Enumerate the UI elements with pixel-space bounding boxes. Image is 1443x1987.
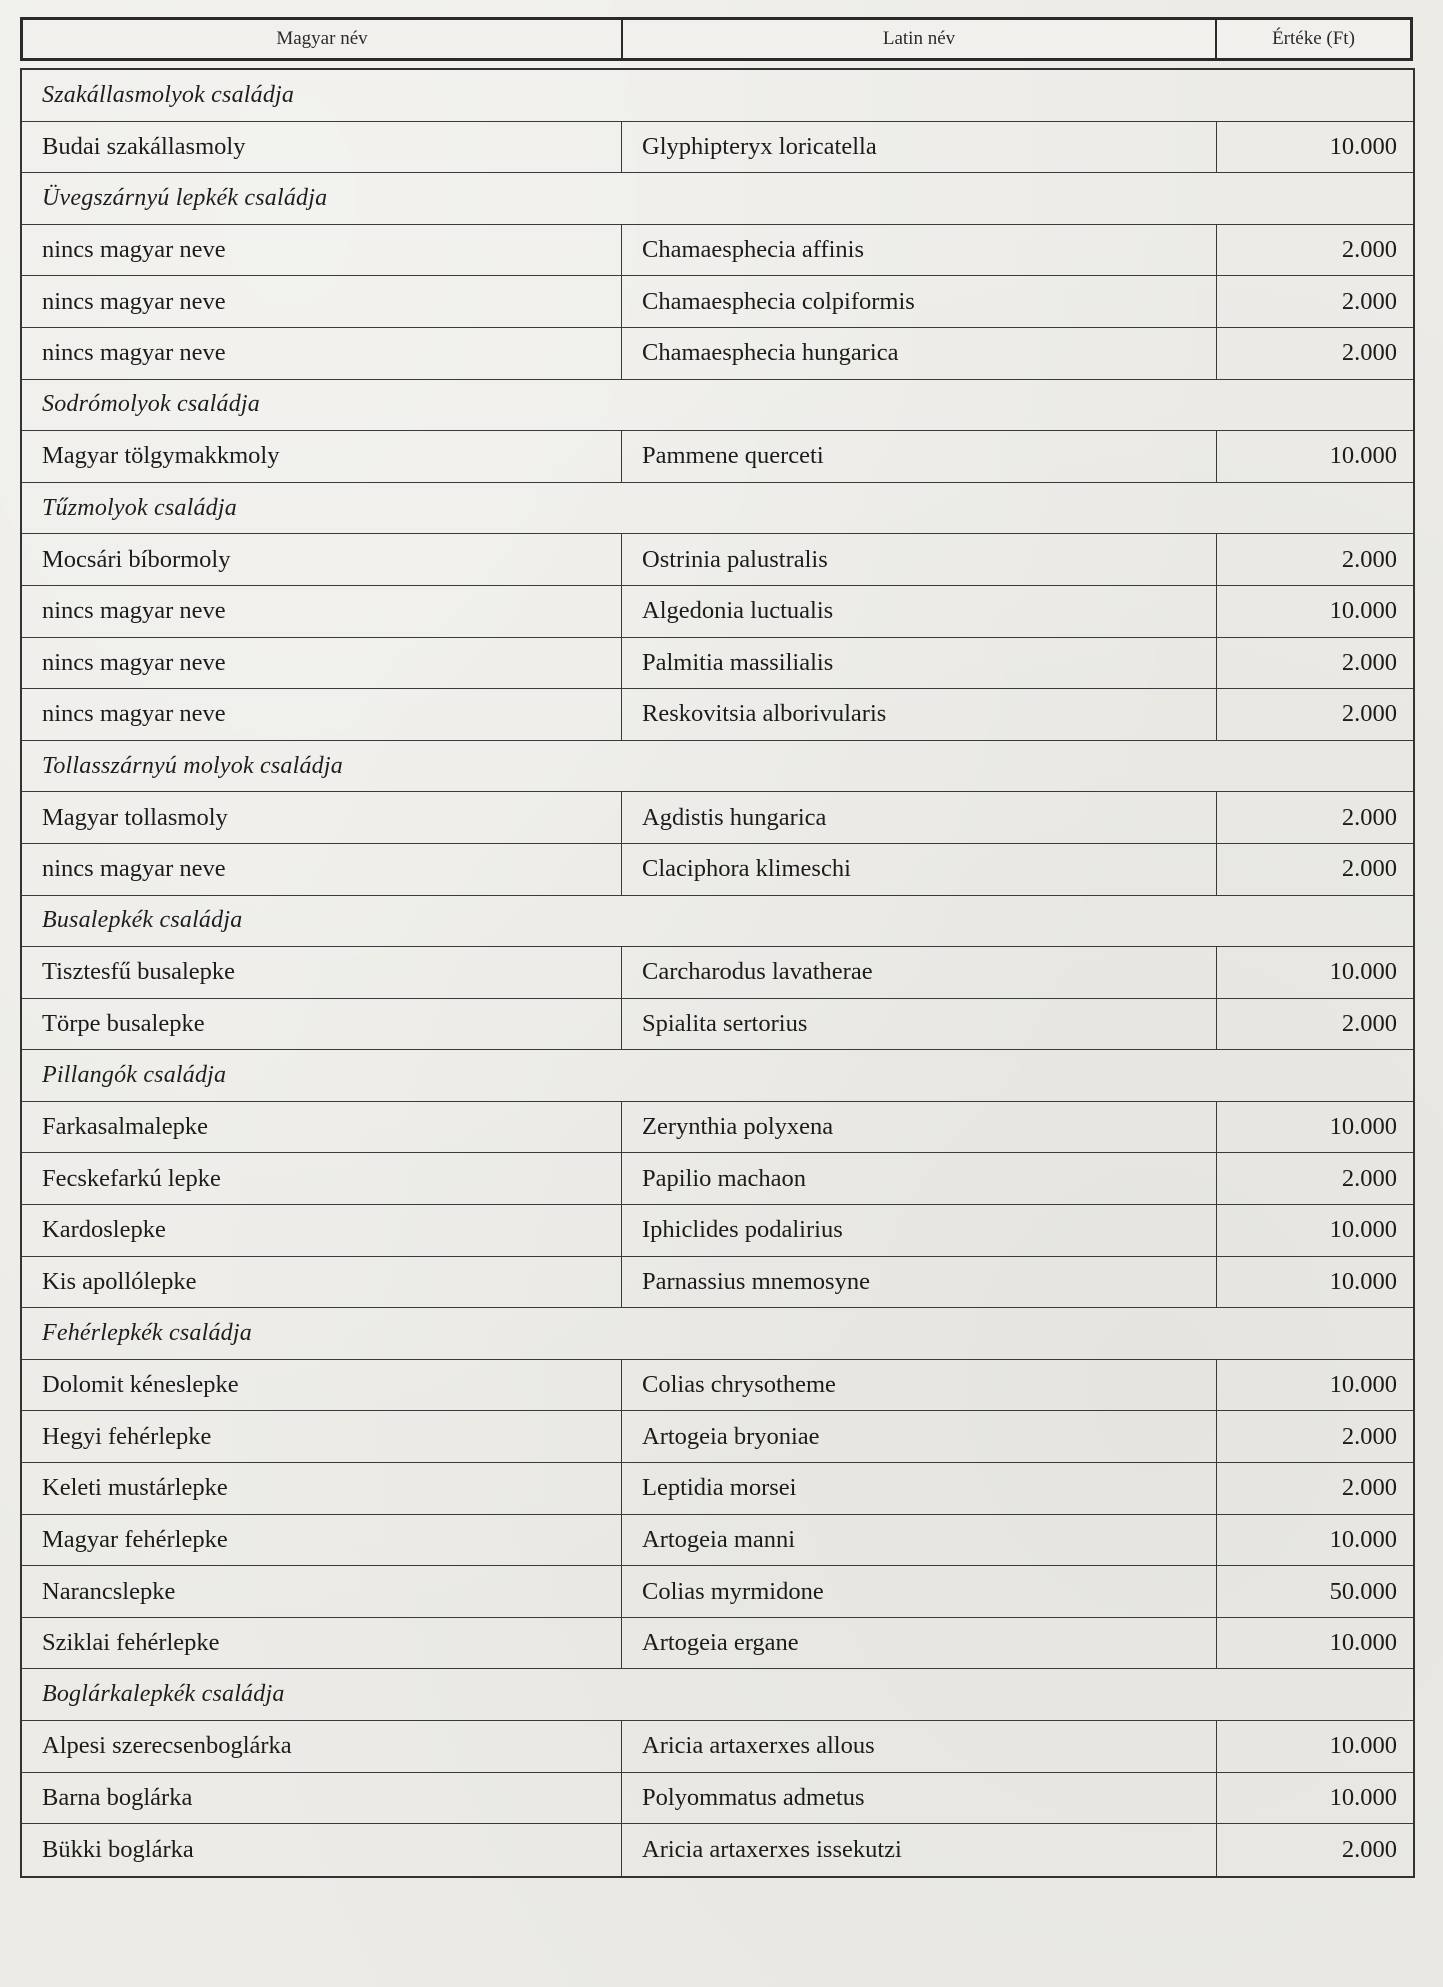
family-label: Pillangók családja <box>42 1062 227 1089</box>
family-row <box>22 380 1413 432</box>
latin-name-cell: Artogeia ergane <box>622 1618 1217 1669</box>
table-row <box>22 122 1413 174</box>
value-cell: 2.000 <box>1341 1009 1397 1037</box>
hungarian-name-cell: Magyar tollasmoly <box>22 792 622 843</box>
latin-name-cell: Glyphipteryx loricatella <box>622 122 1217 173</box>
table-row <box>22 1721 1413 1773</box>
table-row <box>22 1205 1413 1257</box>
family-row <box>22 1050 1413 1102</box>
family-label: Üvegszárnyú lepkék családja <box>42 184 328 211</box>
latin-name-cell: Carcharodus lavatherae <box>622 947 1217 998</box>
latin-name-cell: Ostrinia palustralis <box>622 534 1217 585</box>
latin-name-cell: Aricia artaxerxes allous <box>622 1721 1217 1772</box>
family-row <box>22 1669 1413 1721</box>
table-row <box>22 586 1413 638</box>
hungarian-name-cell: Törpe busalepke <box>22 999 622 1050</box>
latin-name-cell: Artogeia bryoniae <box>622 1411 1217 1462</box>
table-row <box>22 1824 1413 1876</box>
hungarian-name-cell: nincs magyar neve <box>22 638 622 689</box>
family-row <box>22 483 1413 535</box>
latin-name-cell: Artogeia manni <box>622 1515 1217 1566</box>
family-label: Tűzmolyok családja <box>42 494 237 521</box>
hungarian-name-cell: Bükki boglárka <box>22 1824 622 1876</box>
hungarian-name-cell: nincs magyar neve <box>22 844 622 895</box>
hungarian-name-cell: Tisztesfű busalepke <box>22 947 622 998</box>
table-row <box>22 689 1413 741</box>
hungarian-name-cell: Farkasalmalepke <box>22 1102 622 1153</box>
table-row <box>22 1773 1413 1825</box>
value-cell: 2.000 <box>1341 1422 1397 1450</box>
family-row <box>22 741 1413 793</box>
family-label: Fehérlepkék családja <box>42 1320 252 1347</box>
hungarian-name-cell: Barna boglárka <box>22 1773 622 1824</box>
header-hungarian-name: Magyar név <box>23 20 623 58</box>
value-cell: 2.000 <box>1341 648 1397 676</box>
latin-name-cell: Reskovitsia alborivularis <box>622 689 1217 740</box>
table-row <box>22 1360 1413 1412</box>
value-cell: 10.000 <box>1329 958 1397 986</box>
latin-name-cell: Chamaesphecia affinis <box>622 225 1217 276</box>
value-cell: 10.000 <box>1329 1525 1397 1553</box>
value-cell: 10.000 <box>1329 442 1397 470</box>
latin-name-cell: Leptidia morsei <box>622 1463 1217 1514</box>
latin-name-cell: Claciphora klimeschi <box>622 844 1217 895</box>
hungarian-name-cell: Kis apollólepke <box>22 1257 622 1308</box>
latin-name-cell: Spialita sertorius <box>622 999 1217 1050</box>
latin-name-cell: Palmitia massilialis <box>622 638 1217 689</box>
hungarian-name-cell: Keleti mustárlepke <box>22 1463 622 1514</box>
family-row <box>22 1308 1413 1360</box>
table-row <box>22 1257 1413 1309</box>
family-label: Tollasszárnyú molyok családja <box>42 752 343 779</box>
latin-name-cell: Zerynthia polyxena <box>622 1102 1217 1153</box>
family-row <box>22 896 1413 948</box>
latin-name-cell: Algedonia luctualis <box>622 586 1217 637</box>
hungarian-name-cell: Magyar tölgymakkmoly <box>22 431 622 482</box>
table-row <box>22 792 1413 844</box>
hungarian-name-cell: Alpesi szerecsenboglárka <box>22 1721 622 1772</box>
table-row <box>22 1566 1413 1618</box>
value-cell: 10.000 <box>1329 1783 1397 1811</box>
hungarian-name-cell: Magyar fehérlepke <box>22 1515 622 1566</box>
header-latin-name: Latin név <box>623 20 1217 58</box>
value-cell: 2.000 <box>1341 1835 1397 1863</box>
value-cell: 2.000 <box>1341 236 1397 264</box>
value-cell: 2.000 <box>1341 1164 1397 1192</box>
latin-name-cell: Colias chrysotheme <box>622 1360 1217 1411</box>
hungarian-name-cell: Hegyi fehérlepke <box>22 1411 622 1462</box>
hungarian-name-cell: Sziklai fehérlepke <box>22 1618 622 1669</box>
table-row <box>22 947 1413 999</box>
table-row <box>22 1153 1413 1205</box>
value-cell: 2.000 <box>1341 803 1397 831</box>
latin-name-cell: Iphiclides podalirius <box>622 1205 1217 1256</box>
latin-name-cell: Parnassius mnemosyne <box>622 1257 1217 1308</box>
family-label: Sodrómolyok családja <box>42 391 260 418</box>
hungarian-name-cell: nincs magyar neve <box>22 328 622 379</box>
table-row <box>22 431 1413 483</box>
latin-name-cell: Aricia artaxerxes issekutzi <box>622 1824 1217 1876</box>
table-row <box>22 534 1413 586</box>
table-row <box>22 225 1413 277</box>
latin-name-cell: Chamaesphecia colpiformis <box>622 276 1217 327</box>
header-value: Értéke (Ft) <box>1272 28 1355 49</box>
value-cell: 2.000 <box>1341 855 1397 883</box>
table-row <box>22 1102 1413 1154</box>
species-table <box>20 68 1415 1878</box>
hungarian-name-cell: Mocsári bíbormoly <box>22 534 622 585</box>
latin-name-cell: Colias myrmidone <box>622 1566 1217 1617</box>
table-row <box>22 999 1413 1051</box>
latin-name-cell: Chamaesphecia hungarica <box>622 328 1217 379</box>
table-row <box>22 1411 1413 1463</box>
hungarian-name-cell: Budai szakállasmoly <box>22 122 622 173</box>
hungarian-name-cell: nincs magyar neve <box>22 276 622 327</box>
value-cell: 10.000 <box>1329 1267 1397 1295</box>
family-label: Busalepkék családja <box>42 907 243 934</box>
hungarian-name-cell: nincs magyar neve <box>22 225 622 276</box>
table-row <box>22 638 1413 690</box>
latin-name-cell: Agdistis hungarica <box>622 792 1217 843</box>
latin-name-cell: Polyommatus admetus <box>622 1773 1217 1824</box>
hungarian-name-cell: Kardoslepke <box>22 1205 622 1256</box>
table-row <box>22 844 1413 896</box>
value-cell: 2.000 <box>1341 287 1397 315</box>
table-row <box>22 1515 1413 1567</box>
hungarian-name-cell: Narancslepke <box>22 1566 622 1617</box>
table-row <box>22 1618 1413 1670</box>
value-cell: 50.000 <box>1329 1577 1397 1605</box>
value-cell: 2.000 <box>1341 339 1397 367</box>
family-label: Boglárkalepkék családja <box>42 1681 285 1708</box>
value-cell: 2.000 <box>1341 1474 1397 1502</box>
hungarian-name-cell: Dolomit kéneslepke <box>22 1360 622 1411</box>
value-cell: 10.000 <box>1329 1629 1397 1657</box>
latin-name-cell: Papilio machaon <box>622 1153 1217 1204</box>
value-cell: 10.000 <box>1329 1216 1397 1244</box>
table-row <box>22 276 1413 328</box>
hungarian-name-cell: nincs magyar neve <box>22 689 622 740</box>
family-row <box>22 70 1413 122</box>
value-cell: 2.000 <box>1341 700 1397 728</box>
hungarian-name-cell: Fecskefarkú lepke <box>22 1153 622 1204</box>
hungarian-name-cell: nincs magyar neve <box>22 586 622 637</box>
value-cell: 10.000 <box>1329 1113 1397 1141</box>
family-label: Szakállasmolyok családja <box>42 81 295 108</box>
value-cell: 2.000 <box>1341 545 1397 573</box>
value-cell: 10.000 <box>1329 1371 1397 1399</box>
table-row <box>22 1463 1413 1515</box>
table-header <box>20 17 1413 61</box>
table-row <box>22 328 1413 380</box>
value-cell: 10.000 <box>1329 132 1397 160</box>
latin-name-cell: Pammene querceti <box>622 431 1217 482</box>
value-cell: 10.000 <box>1329 597 1397 625</box>
family-row <box>22 173 1413 225</box>
value-cell: 10.000 <box>1329 1732 1397 1760</box>
